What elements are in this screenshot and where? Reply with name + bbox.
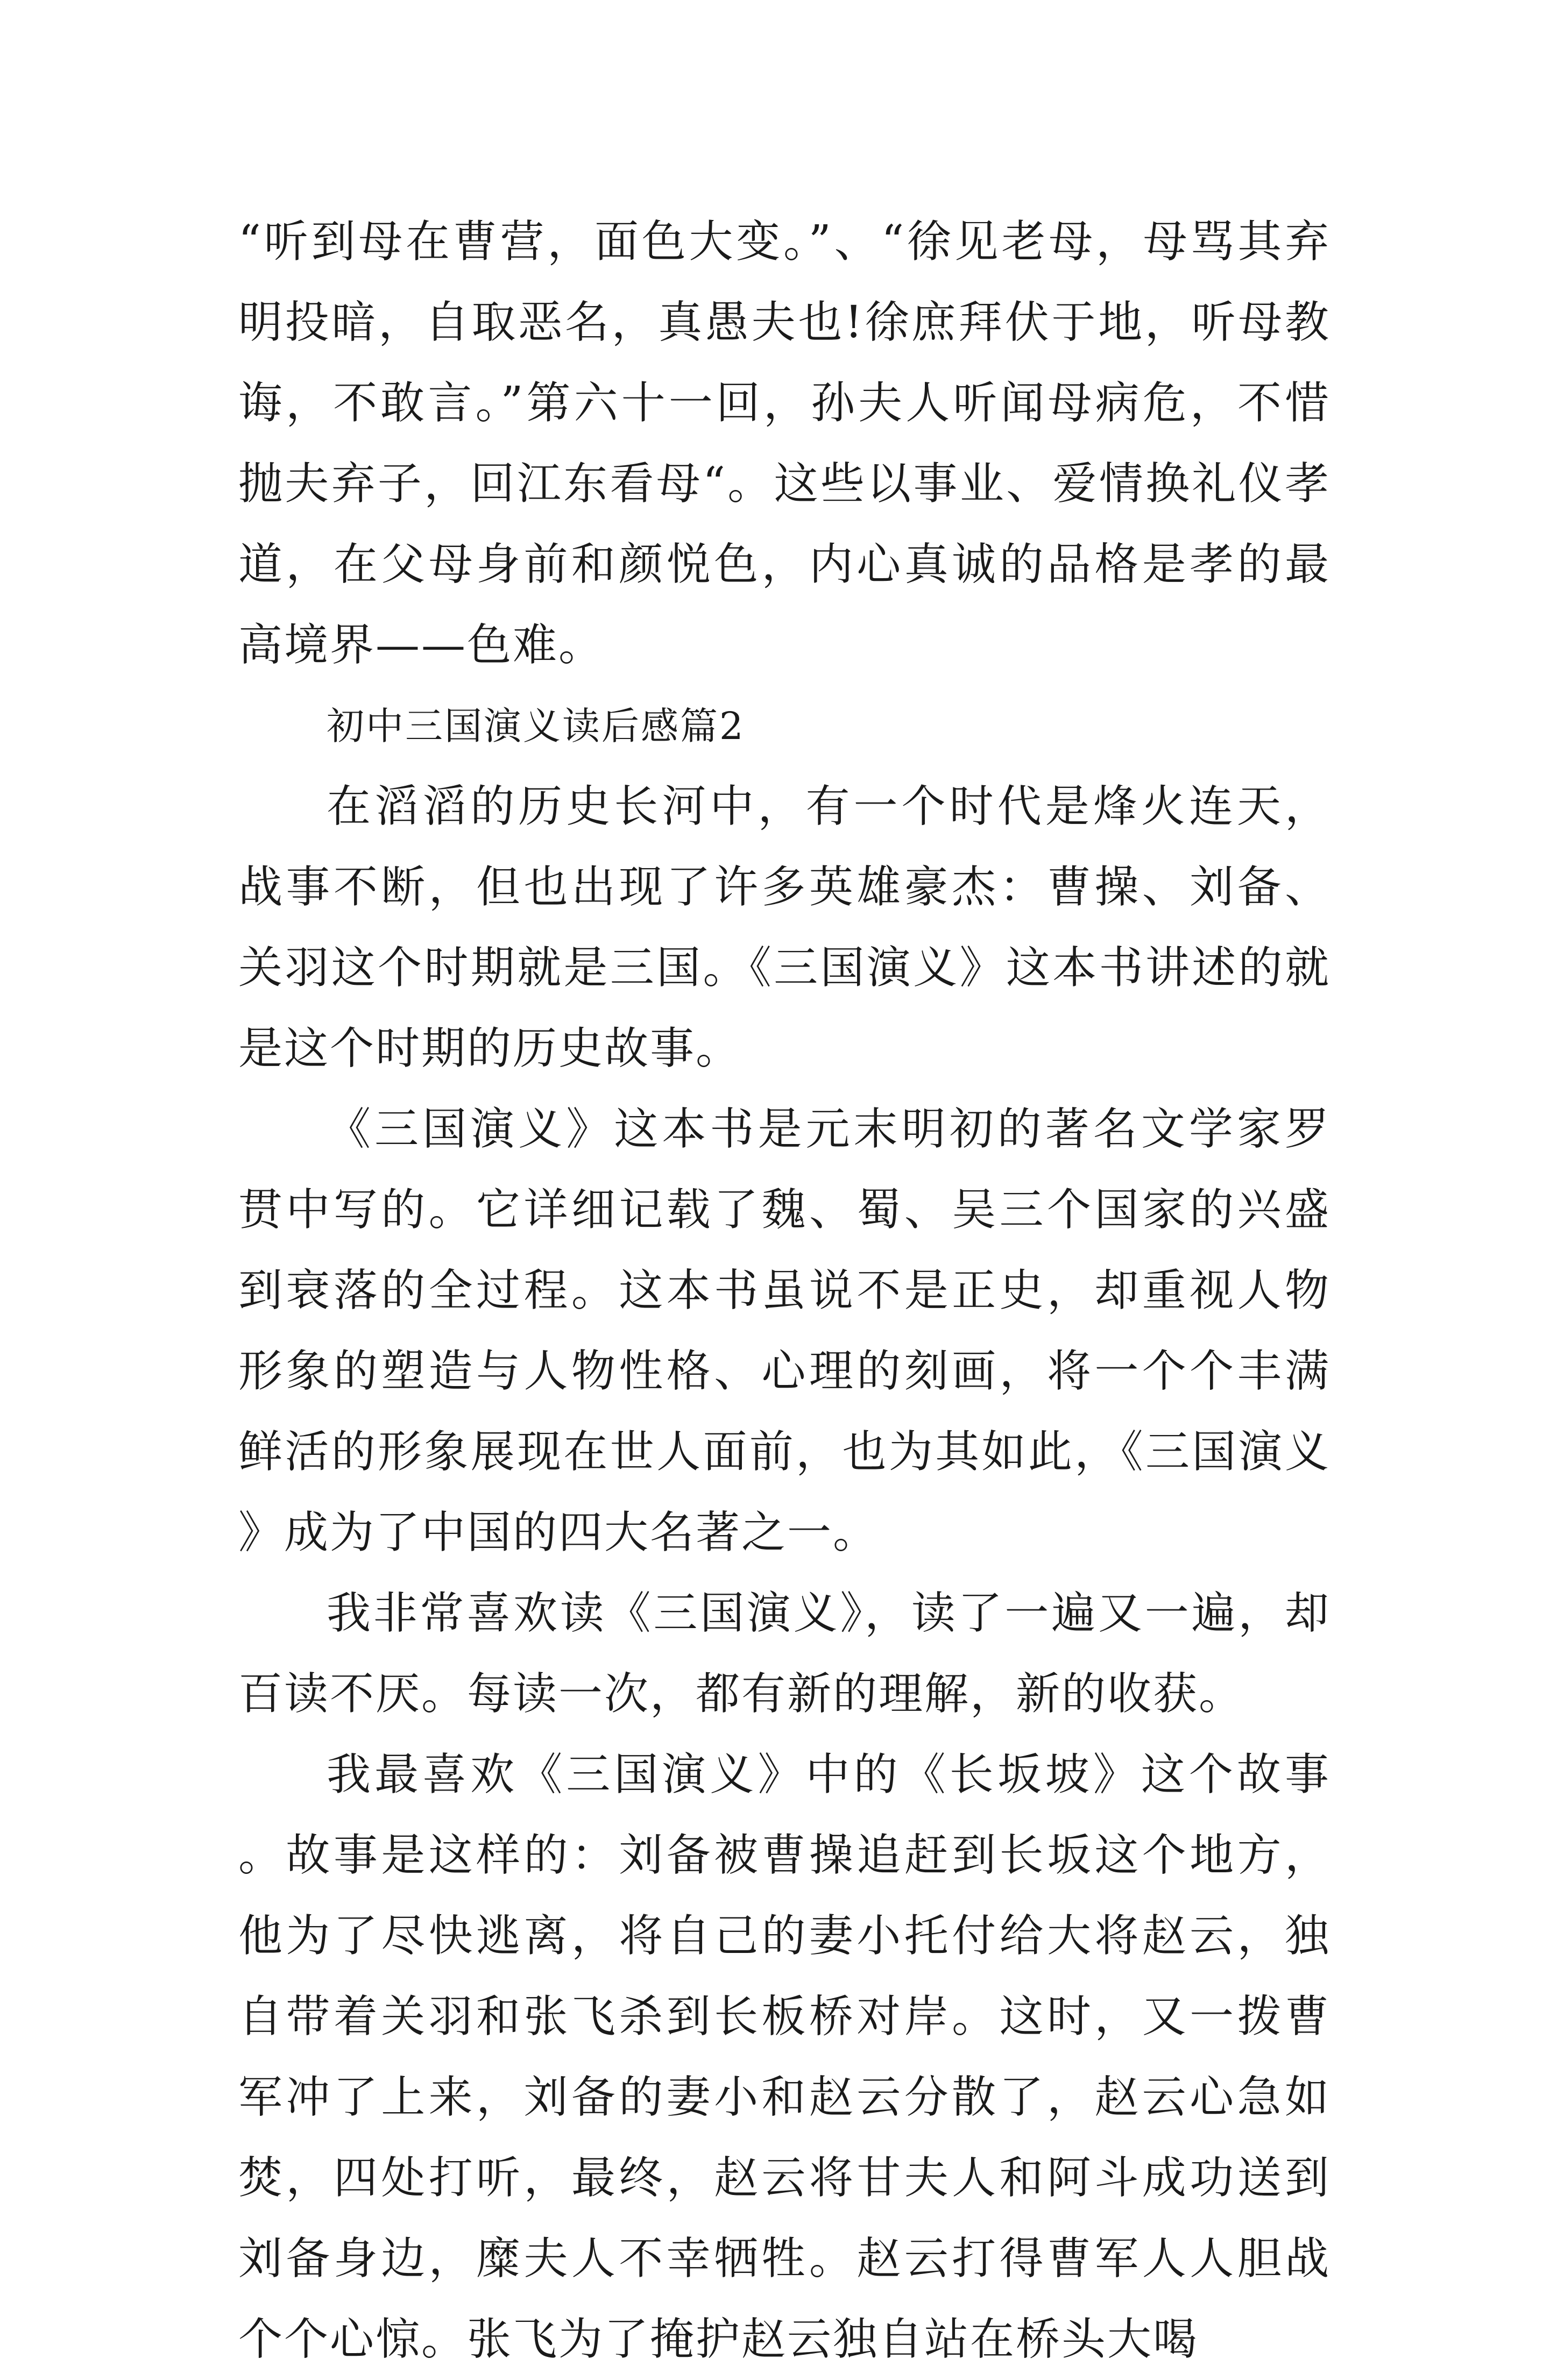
document-body bbox=[238, 202, 1330, 2380]
paragraph-reading-habit: 我非常喜欢读《三国演义》，读了一遍又一遍，却百读不厌。每读一次，都有新的理解，新的收获。 bbox=[238, 1588, 1330, 1720]
paragraph-book-description: 《三国演义》这本书是元末明初的著名文学家罗贯中写的。它详细记载了魏、蜀、吴三个国家的兴盛到衰落的全过程。这本书虽说不是正史，却重视人物形象的塑造与人物性格、心理的刻画，将一个个丰满鲜活的形象展现在世人面前，也为其如此，《三国演义》成为了中国的四大名著之一。 bbox=[238, 1104, 1330, 1558]
paragraph-continuation: “听到母在曹营，面色大变。”、“徐见老母，母骂其弃明投暗，自取恶名，真愚夫也!徐庶拜伏于地，听母教诲，不敢言。”第六十一回，孙夫人听闻母病危，不惜抛夫弃子，回江东看母“。这些以事业、爱情换礼仪孝道，在父母身前和颜悦色，内心真诚的品格是孝的最高境界——色难。 bbox=[238, 216, 1330, 671]
paragraph-favorite-story: 我最喜欢《三国演义》中的《长坂坡》这个故事。故事是这样的：刘备被曹操追赶到长坂这个地方，他为了尽快逃离，将自己的妻小托付给大将赵云，独自带着关羽和张飞杀到长板桥对岸。这时，又一拨曹军冲了上来，刘备的妻小和赵云分散了，赵云心急如焚，四处打听，最终，赵云将甘夫人和阿斗成功送到刘备身边，糜夫人不幸牺牲。赵云打得曹军人人胆战个个心惊。张飞为了掩护赵云独自站在桥头大喝 bbox=[238, 1749, 1330, 2365]
paragraph-intro: 在滔滔的历史长河中，有一个时代是烽火连天，战事不断，但也出现了许多英雄豪杰：曹操、刘备、关羽这个时期就是三国。《三国演义》这本书讲述的就是这个时期的历史故事。 bbox=[238, 781, 1330, 1074]
section-heading: 初中三国演义读后感篇2 bbox=[327, 704, 745, 748]
